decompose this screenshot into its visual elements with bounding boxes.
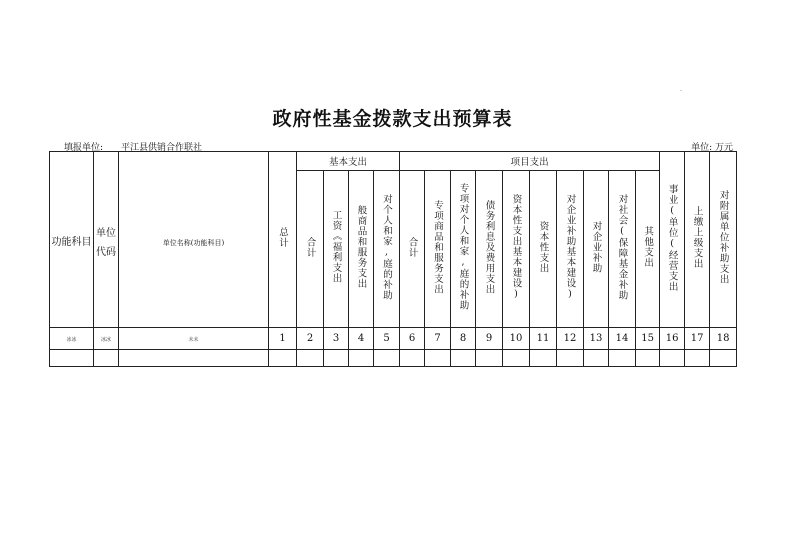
cell-unit-name: 未未: [119, 328, 269, 350]
col-number: 3: [324, 328, 349, 350]
header-row-groups: [50, 152, 737, 171]
col-number: 10: [503, 328, 530, 350]
header-func-subject: 功能科目: [50, 152, 94, 328]
empty-cell: [503, 350, 530, 367]
header-right-col-1: 事业(单位(经营支出: [660, 152, 685, 328]
header-basic-col-3: 般商品和服务支出: [349, 171, 374, 328]
empty-cell: [425, 350, 451, 367]
header-project-col-4: 债务利息及费用支出: [476, 171, 503, 328]
col-number: 13: [584, 328, 609, 350]
budget-table: [49, 151, 737, 367]
cell-func-subject: 冰冰: [50, 328, 94, 350]
empty-cell: [374, 350, 400, 367]
col-number: 15: [636, 328, 660, 350]
col-number: 7: [425, 328, 451, 350]
col-number: 8: [451, 328, 476, 350]
header-basic-col-2: 工资《福利支出: [324, 171, 349, 328]
empty-cell: [584, 350, 609, 367]
col-number: 6: [400, 328, 425, 350]
col-number: 11: [530, 328, 557, 350]
empty-cell: [269, 350, 297, 367]
empty-cell: [660, 350, 685, 367]
empty-cell: [324, 350, 349, 367]
header-project-col-8: 对企业补助: [584, 171, 609, 328]
fill-unit-value: 平江县供销合作联社: [121, 143, 203, 153]
header-right-col-2: 上缴上级支出: [685, 152, 710, 328]
empty-cell: [94, 350, 119, 367]
col-number: 5: [374, 328, 400, 350]
header-unit-code: 单位代码: [94, 152, 119, 328]
empty-cell: [451, 350, 476, 367]
col-number: 14: [609, 328, 636, 350]
col-number: 1: [269, 328, 297, 350]
header-basic-col-4: 对个人和家,庭的补助: [374, 171, 400, 328]
header-unit-name: 单位名称(功能科目): [119, 152, 269, 328]
empty-cell: [530, 350, 557, 367]
page-title: 政府性基金拨款支出预算表: [272, 108, 513, 130]
col-number: 12: [557, 328, 584, 350]
number-row: [50, 328, 737, 350]
cell-unit-code: 冰冰: [94, 328, 119, 350]
header-basic-group: 基本支出: [297, 152, 400, 171]
empty-cell: [609, 350, 636, 367]
corner-mark: ·: [680, 88, 682, 95]
empty-cell: [349, 350, 374, 367]
header-project-col-10: 其他支出: [636, 171, 660, 328]
col-number: 9: [476, 328, 503, 350]
empty-cell: [297, 350, 324, 367]
fill-unit-label: 填报单位:: [64, 143, 104, 153]
header-right-col-3: 对附属单位补助支出: [710, 152, 737, 328]
col-number: 2: [297, 328, 324, 350]
header-project-col-7: 对企业补助基本建设): [557, 171, 584, 328]
header-project-col-1: 合计: [400, 171, 425, 328]
empty-cell: [50, 350, 94, 367]
col-number: 4: [349, 328, 374, 350]
empty-data-row: [50, 350, 737, 367]
empty-cell: [557, 350, 584, 367]
header-basic-col-1: 合计: [297, 171, 324, 328]
empty-cell: [119, 350, 269, 367]
header-project-col-5: 资本性支出基本建设): [503, 171, 530, 328]
col-number: 17: [685, 328, 710, 350]
unit-label: 单位: 万元: [691, 143, 733, 153]
empty-cell: [400, 350, 425, 367]
header-project-group: 项目支出: [400, 152, 660, 171]
header-total: 总计: [269, 152, 297, 328]
header-project-col-3: 专项对个人和家,庭的补助: [451, 171, 476, 328]
header-project-col-2: 专项商品和服务支出: [425, 171, 451, 328]
header-project-col-6: 资本性支出: [530, 171, 557, 328]
col-number: 16: [660, 328, 685, 350]
empty-cell: [636, 350, 660, 367]
empty-cell: [685, 350, 710, 367]
col-number: 18: [710, 328, 737, 350]
header-project-col-9: 对社会(保障基金补助: [609, 171, 636, 328]
empty-cell: [476, 350, 503, 367]
empty-cell: [710, 350, 737, 367]
